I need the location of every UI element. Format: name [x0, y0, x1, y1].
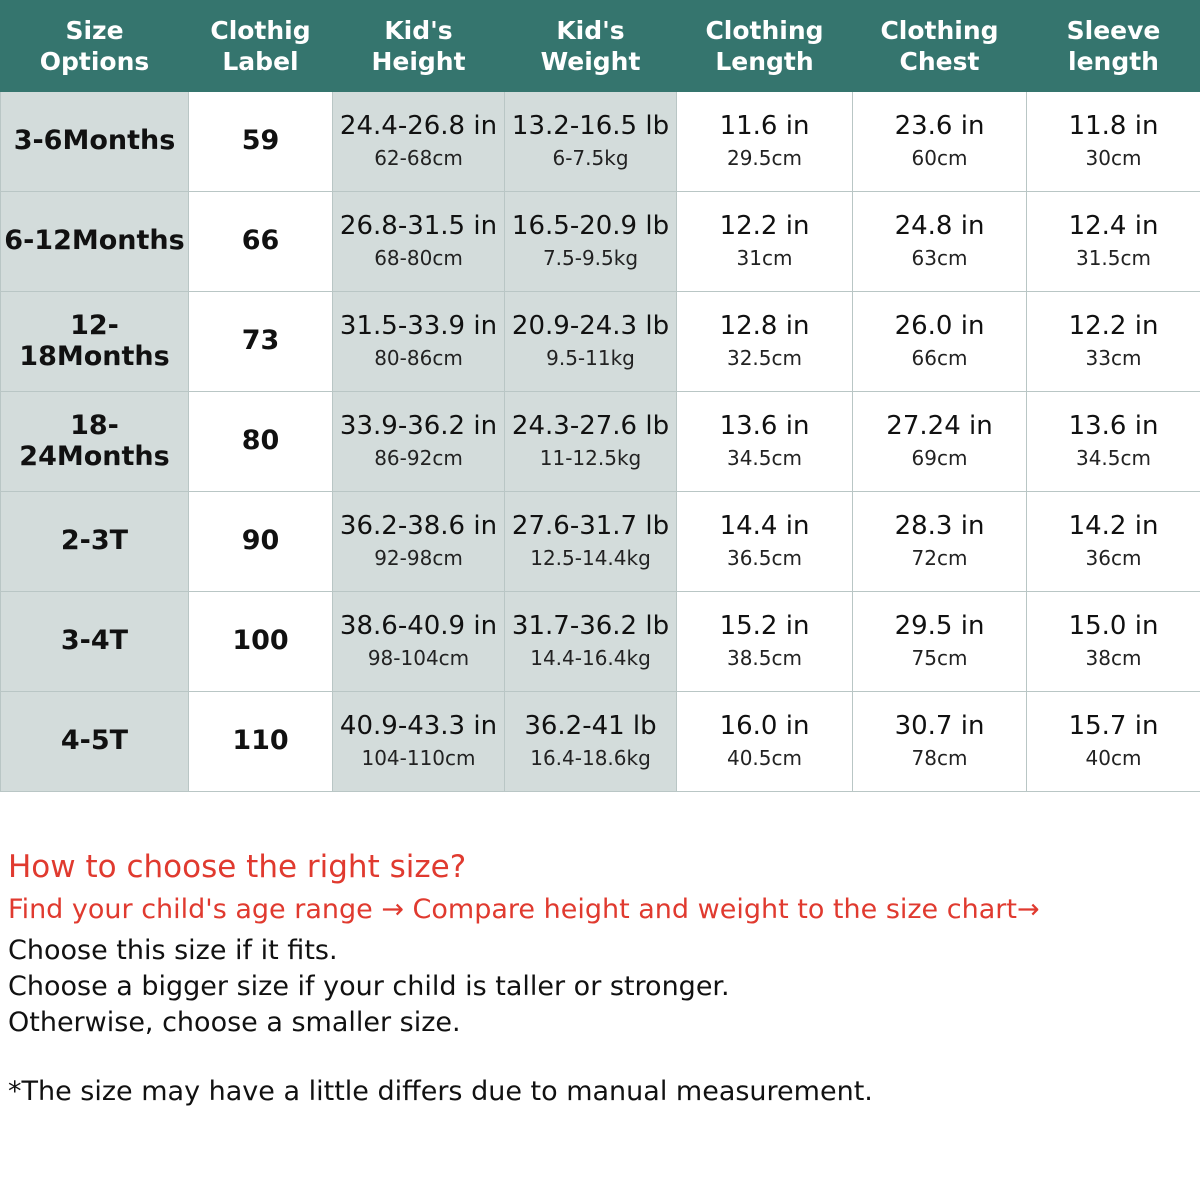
cell-clothing-chest: 30.7 in 78cm [853, 692, 1027, 792]
header-text: Sleeve length [1066, 16, 1161, 76]
cell-clothing-chest: 27.24 in 69cm [853, 392, 1027, 492]
cell-kids-height: 31.5-33.9 in 80-86cm [333, 292, 505, 392]
instructions-line-2: Choose a bigger size if your child is taller or stronger. [8, 970, 730, 1002]
cell-sleeve-length: 11.8 in 30cm [1027, 92, 1200, 192]
cell-kids-weight: 13.2-16.5 lb 6-7.5kg [505, 92, 677, 192]
cell-size-option: 3-6Months [1, 92, 189, 192]
cell-sleeve-length: 12.4 in 31.5cm [1027, 192, 1200, 292]
cell-sleeve-length: 15.7 in 40cm [1027, 692, 1200, 792]
column-header-size-options [1, 1, 189, 92]
cell-clothing-chest: 24.8 in 63cm [853, 192, 1027, 292]
header-text: Clothing Chest [880, 16, 999, 76]
cell-clothing-label: 90 [189, 492, 333, 592]
cell-kids-height: 38.6-40.9 in 98-104cm [333, 592, 505, 692]
cell-kids-height: 24.4-26.8 in 62-68cm [333, 92, 505, 192]
cell-clothing-length: 12.8 in 32.5cm [677, 292, 853, 392]
header-row [1, 1, 1200, 92]
table-body [1, 92, 1200, 792]
cell-kids-height: 36.2-38.6 in 92-98cm [333, 492, 505, 592]
cell-clothing-chest: 23.6 in 60cm [853, 92, 1027, 192]
instructions-line-3: Otherwise, choose a smaller size. [8, 1006, 461, 1038]
cell-clothing-chest: 29.5 in 75cm [853, 592, 1027, 692]
measurement-footnote: *The size may have a little differs due to manual measurement. [8, 1076, 873, 1108]
column-header-kids-weight [505, 1, 677, 92]
header-text: Size Options [39, 16, 150, 76]
cell-clothing-chest: 28.3 in 72cm [853, 492, 1027, 592]
table-row [1, 592, 1200, 692]
cell-sleeve-length: 14.2 in 36cm [1027, 492, 1200, 592]
cell-size-option: 12-18Months [1, 292, 189, 392]
cell-kids-weight: 16.5-20.9 lb 7.5-9.5kg [505, 192, 677, 292]
table-row [1, 192, 1200, 292]
cell-kids-height: 40.9-43.3 in 104-110cm [333, 692, 505, 792]
cell-clothing-label: 66 [189, 192, 333, 292]
table-row [1, 292, 1200, 392]
cell-sleeve-length: 12.2 in 33cm [1027, 292, 1200, 392]
cell-clothing-length: 11.6 in 29.5cm [677, 92, 853, 192]
column-header-clothing-length [677, 1, 853, 92]
cell-clothing-length: 15.2 in 38.5cm [677, 592, 853, 692]
cell-kids-height: 26.8-31.5 in 68-80cm [333, 192, 505, 292]
cell-kids-weight: 36.2-41 lb 16.4-18.6kg [505, 692, 677, 792]
header-text: Clothing Length [705, 16, 824, 76]
cell-size-option: 6-12Months [1, 192, 189, 292]
cell-kids-height: 33.9-36.2 in 86-92cm [333, 392, 505, 492]
column-header-clothing-chest [853, 1, 1027, 92]
cell-clothing-label: 110 [189, 692, 333, 792]
cell-sleeve-length: 13.6 in 34.5cm [1027, 392, 1200, 492]
sizing-instructions [0, 792, 1200, 1110]
table-row [1, 692, 1200, 792]
table-row [1, 392, 1200, 492]
column-header-kids-height [333, 1, 505, 92]
table-row [1, 92, 1200, 192]
cell-clothing-length: 16.0 in 40.5cm [677, 692, 853, 792]
cell-clothing-label: 80 [189, 392, 333, 492]
cell-clothing-label: 59 [189, 92, 333, 192]
cell-clothing-label: 73 [189, 292, 333, 392]
cell-size-option: 3-4T [1, 592, 189, 692]
cell-size-option: 2-3T [1, 492, 189, 592]
instructions-rule: Find your child's age range → Compare height and weight to the size chart→ [8, 893, 1040, 925]
header-text: Clothig Label [210, 16, 311, 76]
cell-kids-weight: 31.7-36.2 lb 14.4-16.4kg [505, 592, 677, 692]
instructions-line-1: Choose this size if it fits. [8, 934, 338, 966]
column-header-clothing-label [189, 1, 333, 92]
cell-clothing-length: 13.6 in 34.5cm [677, 392, 853, 492]
cell-clothing-chest: 26.0 in 66cm [853, 292, 1027, 392]
cell-size-option: 4-5T [1, 692, 189, 792]
cell-size-option: 18-24Months [1, 392, 189, 492]
cell-clothing-length: 12.2 in 31cm [677, 192, 853, 292]
header-text: Kid's Weight [540, 16, 641, 76]
table-row [1, 492, 1200, 592]
cell-kids-weight: 27.6-31.7 lb 12.5-14.4kg [505, 492, 677, 592]
cell-sleeve-length: 15.0 in 38cm [1027, 592, 1200, 692]
instructions-heading: How to choose the right size? [8, 849, 467, 885]
column-header-sleeve-length [1027, 1, 1200, 92]
table-header [1, 1, 1200, 92]
cell-clothing-length: 14.4 in 36.5cm [677, 492, 853, 592]
header-text: Kid's Height [371, 16, 466, 76]
cell-kids-weight: 24.3-27.6 lb 11-12.5kg [505, 392, 677, 492]
cell-kids-weight: 20.9-24.3 lb 9.5-11kg [505, 292, 677, 392]
cell-clothing-label: 100 [189, 592, 333, 692]
